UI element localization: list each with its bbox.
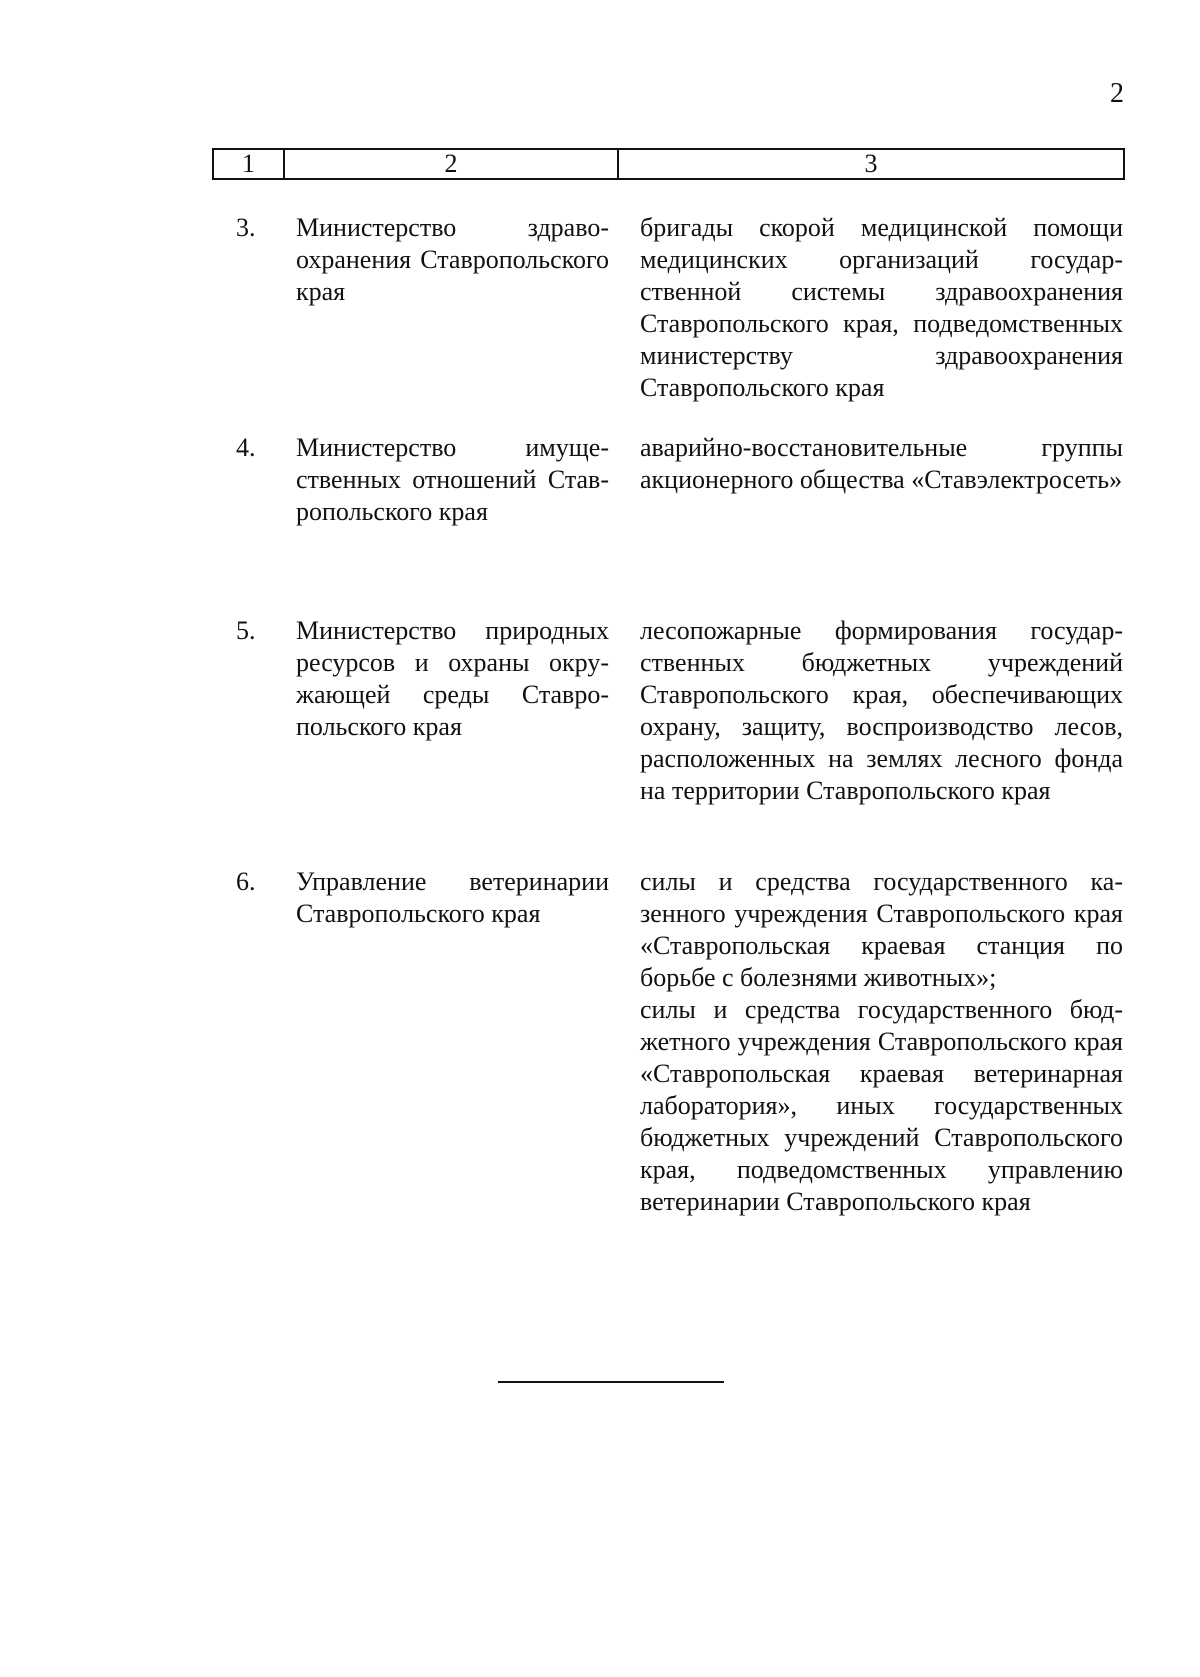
row-number: 3. bbox=[236, 213, 256, 242]
forces-paragraph: лесопожарные формирования государственных бюджетных учреждений Ставропольского края, обеспечивающих охрану, защиту, воспроизводство лесов, расположенных на землях лесного фонда на территории Ставропольского края bbox=[640, 616, 1123, 805]
forces-cell bbox=[640, 866, 1123, 1218]
row-number: 4. bbox=[236, 433, 256, 462]
forces-paragraph: силы и средства государственного бюджетного учреждения Ставропольского края «Ставропольская краевая ветеринарная лаборатория», иных государственных бюджетных учреждений Ставропольского края, подведомственных управлению ветеринарии Ставропольского края bbox=[640, 995, 1123, 1216]
row-number: 5. bbox=[236, 616, 256, 645]
forces-cell bbox=[640, 432, 1123, 496]
forces-paragraph: бригады скорой медицинской помощи медицинских организаций государственной системы здравоохранения Ставропольского края, подведомственных министерству здравоохранения Ставропольского края bbox=[640, 213, 1123, 402]
forces-cell bbox=[640, 615, 1123, 807]
column-number-1: 1 bbox=[214, 150, 285, 178]
row-number: 6. bbox=[236, 867, 256, 896]
table-column-header bbox=[212, 148, 1125, 180]
organization-cell: Министерство имущественных отношений Ставропольского края bbox=[296, 433, 609, 526]
forces-paragraph: аварийно-восстановительные группы акционерного общества «Ставэлектросеть» bbox=[640, 433, 1123, 494]
column-number-3: 3 bbox=[864, 149, 878, 178]
organization-cell: Министерство природных ресурсов и охраны окружающей среды Ставропольского края bbox=[296, 616, 609, 741]
page-number: 2 bbox=[1110, 78, 1124, 109]
forces-cell bbox=[640, 212, 1123, 404]
organization-cell: Министерство здравоохранения Ставропольского края bbox=[296, 213, 609, 306]
forces-paragraph: силы и средства государственного казенного учреждения Ставропольского края «Ставропольская краевая станция по борьбе с болезнями животных»; bbox=[640, 867, 1123, 992]
organization-cell: Управление ветеринарии Ставропольского края bbox=[296, 867, 609, 928]
column-number-2: 2 bbox=[285, 150, 619, 178]
end-of-document-rule bbox=[498, 1381, 724, 1383]
